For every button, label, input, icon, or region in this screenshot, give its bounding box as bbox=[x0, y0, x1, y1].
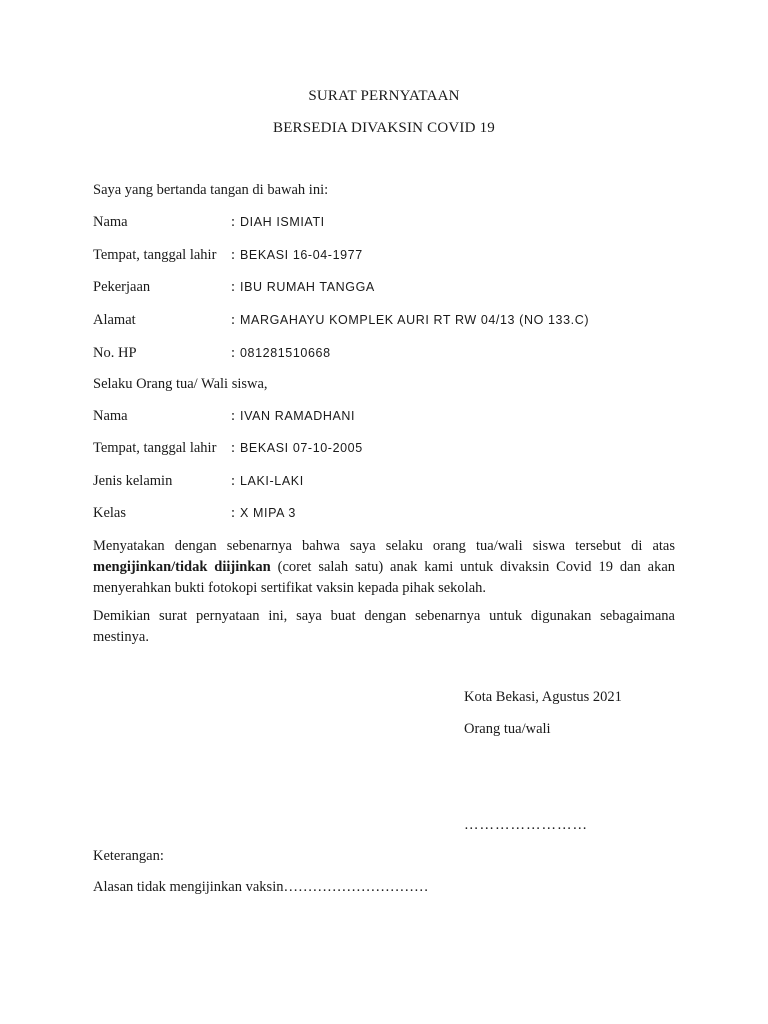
field-value: MARGAHAYU KOMPLEK AURI RT RW 04/13 (NO 133.C) bbox=[240, 313, 590, 327]
field-separator: : bbox=[231, 440, 236, 456]
field-separator: : bbox=[231, 505, 236, 521]
statement-bold: mengijinkan/tidak diijinkan bbox=[93, 559, 271, 575]
field-separator: : bbox=[231, 214, 236, 230]
field-separator: : bbox=[231, 247, 236, 263]
field-label: Alamat bbox=[93, 312, 136, 328]
field-separator: : bbox=[231, 473, 236, 489]
field-label: Jenis kelamin bbox=[93, 473, 173, 489]
field-value: LAKI-LAKI bbox=[240, 474, 304, 488]
closing-paragraph: Demikian surat pernyataan ini, saya buat dengan sebenarnya untuk digunakan sebagaimana mestinya. bbox=[93, 608, 675, 645]
title-line-2: BERSEDIA DIVAKSIN COVID 19 bbox=[272, 120, 496, 136]
field-value: BEKASI 07-10-2005 bbox=[240, 441, 363, 455]
field-value: BEKASI 16-04-1977 bbox=[240, 248, 363, 262]
field-separator: : bbox=[231, 279, 236, 295]
title-line-1: SURAT PERNYATAAN bbox=[308, 88, 460, 104]
field-label: Tempat, tanggal lahir bbox=[93, 440, 217, 456]
field-label: Nama bbox=[93, 214, 128, 230]
signer-role: Orang tua/wali bbox=[464, 721, 551, 737]
notes-label: Keterangan: bbox=[93, 848, 164, 864]
field-separator: : bbox=[231, 408, 236, 424]
field-label: No. HP bbox=[93, 345, 137, 361]
place-date: Kota Bekasi, Agustus 2021 bbox=[464, 689, 622, 705]
field-label: Kelas bbox=[93, 505, 127, 521]
field-value: X MIPA 3 bbox=[240, 506, 296, 520]
signature-line: …………………… bbox=[464, 817, 588, 833]
notes-reason: Alasan tidak mengijinkan vaksin………………………… bbox=[93, 879, 429, 895]
field-label: Tempat, tanggal lahir bbox=[93, 247, 217, 263]
field-value: IVAN RAMADHANI bbox=[240, 409, 356, 423]
field-label: Nama bbox=[93, 408, 128, 424]
field-separator: : bbox=[231, 345, 236, 361]
statement-part-1: Menyatakan dengan sebenarnya bahwa saya selaku orang tua/wali siswa tersebut di atas bbox=[93, 538, 675, 554]
field-value: IBU RUMAH TANGGA bbox=[240, 280, 375, 294]
field-value: DIAH ISMIATI bbox=[240, 215, 325, 229]
field-separator: : bbox=[231, 312, 236, 328]
role-line: Selaku Orang tua/ Wali siswa, bbox=[93, 376, 268, 392]
intro-text: Saya yang bertanda tangan di bawah ini: bbox=[93, 182, 329, 198]
statement-paragraph bbox=[93, 536, 675, 599]
field-value: 081281510668 bbox=[240, 346, 331, 360]
field-label: Pekerjaan bbox=[93, 279, 151, 295]
statement-part-2: (coret salah satu) anak kami untuk divaksin Covid 19 dan akan menyerahkan bukti fotokopi sertifikat vaksin kepada pihak sekolah. bbox=[93, 559, 676, 596]
